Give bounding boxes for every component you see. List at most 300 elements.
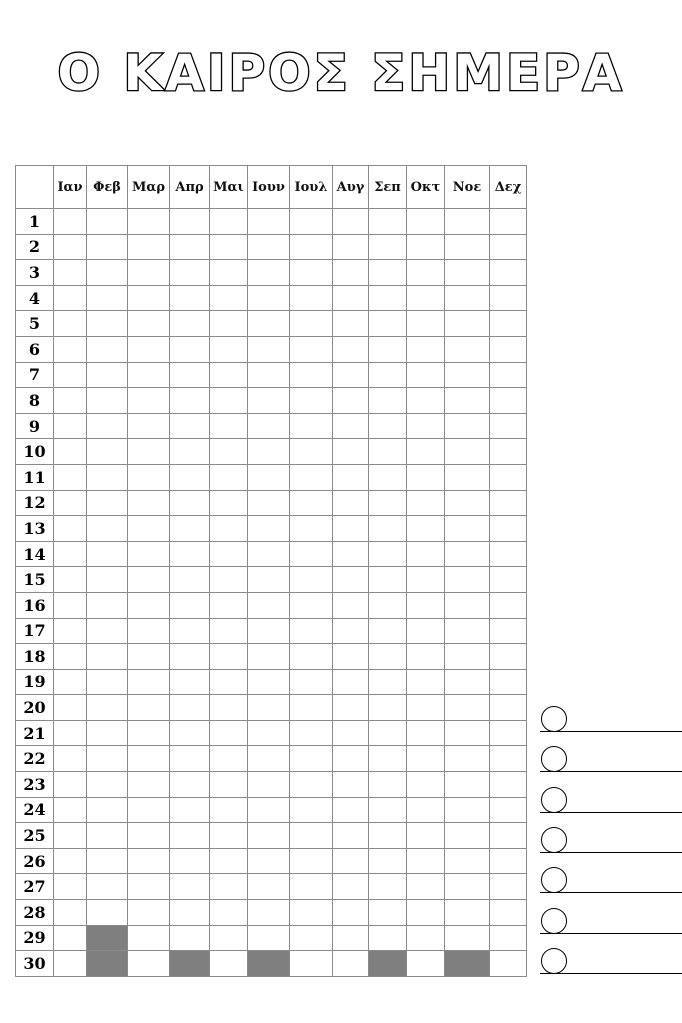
weather-cell[interactable] <box>333 746 369 772</box>
weather-cell[interactable] <box>290 336 333 362</box>
weather-cell[interactable] <box>407 644 445 670</box>
weather-cell[interactable] <box>407 541 445 567</box>
weather-cell[interactable] <box>445 720 490 746</box>
weather-cell[interactable] <box>290 746 333 772</box>
weather-cell[interactable] <box>128 209 170 235</box>
weather-cell[interactable] <box>290 413 333 439</box>
weather-cell[interactable] <box>333 567 369 593</box>
weather-cell[interactable] <box>210 413 248 439</box>
weather-cell[interactable] <box>445 234 490 260</box>
weather-cell[interactable] <box>407 797 445 823</box>
weather-cell[interactable] <box>490 541 527 567</box>
weather-cell[interactable] <box>407 388 445 414</box>
weather-cell[interactable] <box>170 925 210 951</box>
weather-cell[interactable] <box>369 336 407 362</box>
weather-cell[interactable] <box>54 413 87 439</box>
weather-cell[interactable] <box>445 925 490 951</box>
weather-cell[interactable] <box>210 925 248 951</box>
weather-cell[interactable] <box>170 388 210 414</box>
weather-cell[interactable] <box>407 925 445 951</box>
weather-cell[interactable] <box>248 644 290 670</box>
weather-cell[interactable] <box>54 720 87 746</box>
weather-cell[interactable] <box>170 362 210 388</box>
weather-cell[interactable] <box>445 772 490 798</box>
weather-cell[interactable] <box>290 669 333 695</box>
weather-cell[interactable] <box>369 618 407 644</box>
weather-cell[interactable] <box>333 516 369 542</box>
weather-cell[interactable] <box>369 695 407 721</box>
weather-cell[interactable] <box>128 413 170 439</box>
weather-cell[interactable] <box>54 260 87 286</box>
weather-cell[interactable] <box>210 874 248 900</box>
weather-cell[interactable] <box>170 490 210 516</box>
weather-cell[interactable] <box>290 388 333 414</box>
weather-cell[interactable] <box>290 900 333 926</box>
weather-cell[interactable] <box>210 695 248 721</box>
weather-cell[interactable] <box>54 669 87 695</box>
weather-cell[interactable] <box>248 413 290 439</box>
weather-cell[interactable] <box>490 490 527 516</box>
weather-cell[interactable] <box>54 644 87 670</box>
weather-cell[interactable] <box>128 439 170 465</box>
weather-cell[interactable] <box>248 695 290 721</box>
weather-cell[interactable] <box>407 413 445 439</box>
weather-cell[interactable] <box>333 336 369 362</box>
weather-cell[interactable] <box>54 567 87 593</box>
weather-cell[interactable] <box>54 874 87 900</box>
weather-cell[interactable] <box>290 618 333 644</box>
weather-cell[interactable] <box>128 336 170 362</box>
weather-cell[interactable] <box>490 669 527 695</box>
weather-cell[interactable] <box>87 848 128 874</box>
weather-cell[interactable] <box>445 388 490 414</box>
weather-cell[interactable] <box>490 260 527 286</box>
weather-cell[interactable] <box>87 234 128 260</box>
weather-cell[interactable] <box>248 234 290 260</box>
weather-cell[interactable] <box>54 516 87 542</box>
weather-cell[interactable] <box>369 592 407 618</box>
weather-cell[interactable] <box>170 772 210 798</box>
legend-circle-icon[interactable] <box>541 908 567 934</box>
weather-cell[interactable] <box>369 541 407 567</box>
weather-cell[interactable] <box>407 209 445 235</box>
weather-cell[interactable] <box>333 720 369 746</box>
weather-cell[interactable] <box>407 285 445 311</box>
weather-cell[interactable] <box>210 285 248 311</box>
weather-cell[interactable] <box>490 336 527 362</box>
weather-cell[interactable] <box>128 848 170 874</box>
weather-cell[interactable] <box>369 260 407 286</box>
weather-cell[interactable] <box>54 592 87 618</box>
weather-cell[interactable] <box>369 234 407 260</box>
weather-cell[interactable] <box>87 388 128 414</box>
legend-label-line[interactable] <box>540 731 682 732</box>
weather-cell[interactable] <box>248 464 290 490</box>
weather-cell[interactable] <box>445 900 490 926</box>
weather-cell[interactable] <box>170 669 210 695</box>
weather-cell[interactable] <box>333 695 369 721</box>
weather-cell[interactable] <box>210 311 248 337</box>
weather-cell[interactable] <box>407 720 445 746</box>
weather-cell[interactable] <box>445 797 490 823</box>
weather-cell[interactable] <box>248 285 290 311</box>
weather-cell[interactable] <box>248 797 290 823</box>
weather-cell[interactable] <box>290 772 333 798</box>
legend-label-line[interactable] <box>540 812 682 813</box>
weather-cell[interactable] <box>290 516 333 542</box>
weather-cell[interactable] <box>248 874 290 900</box>
weather-cell[interactable] <box>210 772 248 798</box>
weather-cell[interactable] <box>369 720 407 746</box>
weather-cell[interactable] <box>290 567 333 593</box>
weather-cell[interactable] <box>445 260 490 286</box>
weather-cell[interactable] <box>445 490 490 516</box>
weather-cell[interactable] <box>87 900 128 926</box>
weather-cell[interactable] <box>333 413 369 439</box>
weather-cell[interactable] <box>490 951 527 977</box>
weather-cell[interactable] <box>87 285 128 311</box>
weather-cell[interactable] <box>128 516 170 542</box>
weather-cell[interactable] <box>407 900 445 926</box>
weather-cell[interactable] <box>333 439 369 465</box>
legend-circle-icon[interactable] <box>541 706 567 732</box>
weather-cell[interactable] <box>407 592 445 618</box>
weather-cell[interactable] <box>210 541 248 567</box>
weather-cell[interactable] <box>87 695 128 721</box>
weather-cell[interactable] <box>128 388 170 414</box>
weather-cell[interactable] <box>369 848 407 874</box>
weather-cell[interactable] <box>210 592 248 618</box>
weather-cell[interactable] <box>128 951 170 977</box>
weather-cell[interactable] <box>407 823 445 849</box>
weather-cell[interactable] <box>87 720 128 746</box>
weather-cell[interactable] <box>170 644 210 670</box>
weather-cell[interactable] <box>333 209 369 235</box>
weather-cell[interactable] <box>210 848 248 874</box>
weather-cell[interactable] <box>333 541 369 567</box>
weather-cell[interactable] <box>87 669 128 695</box>
weather-cell[interactable] <box>490 413 527 439</box>
weather-cell[interactable] <box>369 669 407 695</box>
weather-cell[interactable] <box>128 567 170 593</box>
weather-cell[interactable] <box>445 567 490 593</box>
weather-cell[interactable] <box>333 644 369 670</box>
weather-cell[interactable] <box>128 720 170 746</box>
weather-cell[interactable] <box>333 951 369 977</box>
weather-cell[interactable] <box>128 746 170 772</box>
legend-label-line[interactable] <box>540 933 682 934</box>
weather-cell[interactable] <box>170 848 210 874</box>
weather-cell[interactable] <box>445 516 490 542</box>
weather-cell[interactable] <box>445 464 490 490</box>
weather-cell[interactable] <box>128 234 170 260</box>
weather-cell[interactable] <box>54 439 87 465</box>
weather-cell[interactable] <box>290 925 333 951</box>
weather-cell[interactable] <box>333 234 369 260</box>
weather-cell[interactable] <box>170 874 210 900</box>
weather-cell[interactable] <box>128 541 170 567</box>
weather-cell[interactable] <box>445 439 490 465</box>
weather-cell[interactable] <box>210 388 248 414</box>
weather-cell[interactable] <box>369 516 407 542</box>
weather-cell[interactable] <box>445 592 490 618</box>
weather-cell[interactable] <box>210 567 248 593</box>
weather-cell[interactable] <box>445 669 490 695</box>
weather-cell[interactable] <box>210 439 248 465</box>
weather-cell[interactable] <box>87 746 128 772</box>
weather-cell[interactable] <box>128 772 170 798</box>
weather-cell[interactable] <box>170 746 210 772</box>
weather-cell[interactable] <box>54 797 87 823</box>
weather-cell[interactable] <box>333 285 369 311</box>
weather-cell[interactable] <box>248 900 290 926</box>
weather-cell[interactable] <box>210 516 248 542</box>
weather-cell[interactable] <box>54 311 87 337</box>
weather-cell[interactable] <box>248 618 290 644</box>
weather-cell[interactable] <box>210 336 248 362</box>
weather-cell[interactable] <box>490 746 527 772</box>
weather-cell[interactable] <box>87 797 128 823</box>
weather-cell[interactable] <box>170 720 210 746</box>
weather-cell[interactable] <box>490 209 527 235</box>
weather-cell[interactable] <box>333 848 369 874</box>
weather-cell[interactable] <box>290 439 333 465</box>
weather-cell[interactable] <box>248 388 290 414</box>
weather-cell[interactable] <box>490 797 527 823</box>
weather-cell[interactable] <box>290 362 333 388</box>
weather-cell[interactable] <box>445 695 490 721</box>
weather-cell[interactable] <box>290 260 333 286</box>
weather-cell[interactable] <box>333 464 369 490</box>
weather-cell[interactable] <box>170 541 210 567</box>
weather-cell[interactable] <box>445 311 490 337</box>
legend-label-line[interactable] <box>540 771 682 772</box>
weather-cell[interactable] <box>248 260 290 286</box>
weather-cell[interactable] <box>290 541 333 567</box>
weather-cell[interactable] <box>333 618 369 644</box>
weather-cell[interactable] <box>87 772 128 798</box>
weather-cell[interactable] <box>248 336 290 362</box>
weather-cell[interactable] <box>170 336 210 362</box>
weather-cell[interactable] <box>290 464 333 490</box>
weather-cell[interactable] <box>369 285 407 311</box>
weather-cell[interactable] <box>490 567 527 593</box>
weather-cell[interactable] <box>490 362 527 388</box>
weather-cell[interactable] <box>128 695 170 721</box>
weather-cell[interactable] <box>290 644 333 670</box>
weather-cell[interactable] <box>248 209 290 235</box>
legend-circle-icon[interactable] <box>541 948 567 974</box>
weather-cell[interactable] <box>333 592 369 618</box>
weather-cell[interactable] <box>170 311 210 337</box>
weather-cell[interactable] <box>170 823 210 849</box>
weather-cell[interactable] <box>87 516 128 542</box>
weather-cell[interactable] <box>290 874 333 900</box>
weather-cell[interactable] <box>490 695 527 721</box>
weather-cell[interactable] <box>128 669 170 695</box>
weather-cell[interactable] <box>369 464 407 490</box>
weather-cell[interactable] <box>248 541 290 567</box>
weather-cell[interactable] <box>248 823 290 849</box>
weather-cell[interactable] <box>87 464 128 490</box>
weather-cell[interactable] <box>490 516 527 542</box>
weather-cell[interactable] <box>210 490 248 516</box>
weather-cell[interactable] <box>490 439 527 465</box>
weather-cell[interactable] <box>407 618 445 644</box>
weather-cell[interactable] <box>369 388 407 414</box>
weather-cell[interactable] <box>369 823 407 849</box>
weather-cell[interactable] <box>407 874 445 900</box>
weather-cell[interactable] <box>87 541 128 567</box>
weather-cell[interactable] <box>407 695 445 721</box>
weather-cell[interactable] <box>87 413 128 439</box>
weather-cell[interactable] <box>170 413 210 439</box>
weather-cell[interactable] <box>407 234 445 260</box>
weather-cell[interactable] <box>54 362 87 388</box>
weather-cell[interactable] <box>407 848 445 874</box>
weather-cell[interactable] <box>54 234 87 260</box>
weather-cell[interactable] <box>407 516 445 542</box>
weather-cell[interactable] <box>210 951 248 977</box>
weather-cell[interactable] <box>490 311 527 337</box>
weather-cell[interactable] <box>248 848 290 874</box>
weather-cell[interactable] <box>369 874 407 900</box>
weather-cell[interactable] <box>54 900 87 926</box>
weather-cell[interactable] <box>445 746 490 772</box>
weather-cell[interactable] <box>445 823 490 849</box>
weather-cell[interactable] <box>333 925 369 951</box>
weather-cell[interactable] <box>445 644 490 670</box>
weather-cell[interactable] <box>445 541 490 567</box>
weather-cell[interactable] <box>210 618 248 644</box>
weather-cell[interactable] <box>445 618 490 644</box>
weather-cell[interactable] <box>333 669 369 695</box>
weather-cell[interactable] <box>210 464 248 490</box>
weather-cell[interactable] <box>369 311 407 337</box>
weather-cell[interactable] <box>490 772 527 798</box>
weather-cell[interactable] <box>128 490 170 516</box>
weather-cell[interactable] <box>407 336 445 362</box>
weather-cell[interactable] <box>87 336 128 362</box>
legend-label-line[interactable] <box>540 852 682 853</box>
legend-circle-icon[interactable] <box>541 746 567 772</box>
weather-cell[interactable] <box>87 618 128 644</box>
weather-cell[interactable] <box>128 797 170 823</box>
weather-cell[interactable] <box>128 464 170 490</box>
weather-cell[interactable] <box>128 618 170 644</box>
weather-cell[interactable] <box>333 362 369 388</box>
weather-cell[interactable] <box>369 797 407 823</box>
weather-cell[interactable] <box>248 516 290 542</box>
weather-cell[interactable] <box>170 234 210 260</box>
weather-cell[interactable] <box>87 311 128 337</box>
weather-cell[interactable] <box>290 695 333 721</box>
weather-cell[interactable] <box>87 490 128 516</box>
weather-cell[interactable] <box>210 746 248 772</box>
weather-cell[interactable] <box>490 823 527 849</box>
weather-cell[interactable] <box>128 362 170 388</box>
weather-cell[interactable] <box>369 413 407 439</box>
weather-cell[interactable] <box>490 234 527 260</box>
weather-cell[interactable] <box>369 925 407 951</box>
legend-circle-icon[interactable] <box>541 827 567 853</box>
weather-cell[interactable] <box>290 823 333 849</box>
weather-cell[interactable] <box>407 669 445 695</box>
weather-cell[interactable] <box>170 439 210 465</box>
weather-cell[interactable] <box>54 925 87 951</box>
weather-cell[interactable] <box>54 285 87 311</box>
weather-cell[interactable] <box>54 209 87 235</box>
weather-cell[interactable] <box>369 439 407 465</box>
weather-cell[interactable] <box>128 900 170 926</box>
weather-cell[interactable] <box>54 541 87 567</box>
weather-cell[interactable] <box>333 490 369 516</box>
weather-cell[interactable] <box>248 490 290 516</box>
weather-cell[interactable] <box>248 720 290 746</box>
weather-cell[interactable] <box>87 567 128 593</box>
weather-cell[interactable] <box>407 951 445 977</box>
legend-circle-icon[interactable] <box>541 787 567 813</box>
weather-cell[interactable] <box>445 413 490 439</box>
weather-cell[interactable] <box>210 234 248 260</box>
weather-cell[interactable] <box>248 311 290 337</box>
weather-cell[interactable] <box>333 772 369 798</box>
weather-cell[interactable] <box>210 900 248 926</box>
weather-cell[interactable] <box>87 362 128 388</box>
weather-cell[interactable] <box>54 848 87 874</box>
weather-cell[interactable] <box>248 439 290 465</box>
weather-cell[interactable] <box>490 618 527 644</box>
weather-cell[interactable] <box>369 746 407 772</box>
weather-cell[interactable] <box>490 285 527 311</box>
weather-cell[interactable] <box>54 618 87 644</box>
weather-cell[interactable] <box>333 260 369 286</box>
weather-cell[interactable] <box>54 464 87 490</box>
weather-cell[interactable] <box>333 388 369 414</box>
weather-cell[interactable] <box>490 592 527 618</box>
weather-cell[interactable] <box>87 874 128 900</box>
weather-cell[interactable] <box>490 644 527 670</box>
weather-cell[interactable] <box>407 772 445 798</box>
weather-cell[interactable] <box>54 695 87 721</box>
weather-cell[interactable] <box>128 823 170 849</box>
weather-cell[interactable] <box>290 951 333 977</box>
weather-cell[interactable] <box>445 362 490 388</box>
weather-cell[interactable] <box>248 362 290 388</box>
weather-cell[interactable] <box>170 592 210 618</box>
weather-cell[interactable] <box>333 311 369 337</box>
weather-cell[interactable] <box>407 567 445 593</box>
weather-cell[interactable] <box>445 874 490 900</box>
weather-cell[interactable] <box>170 285 210 311</box>
weather-cell[interactable] <box>369 490 407 516</box>
weather-cell[interactable] <box>333 874 369 900</box>
weather-cell[interactable] <box>369 209 407 235</box>
weather-cell[interactable] <box>490 900 527 926</box>
legend-label-line[interactable] <box>540 973 682 974</box>
weather-cell[interactable] <box>445 336 490 362</box>
weather-cell[interactable] <box>128 285 170 311</box>
weather-cell[interactable] <box>333 797 369 823</box>
weather-cell[interactable] <box>54 823 87 849</box>
weather-cell[interactable] <box>369 644 407 670</box>
weather-cell[interactable] <box>407 439 445 465</box>
weather-cell[interactable] <box>54 772 87 798</box>
weather-cell[interactable] <box>128 311 170 337</box>
weather-cell[interactable] <box>490 720 527 746</box>
weather-cell[interactable] <box>128 592 170 618</box>
weather-cell[interactable] <box>490 925 527 951</box>
